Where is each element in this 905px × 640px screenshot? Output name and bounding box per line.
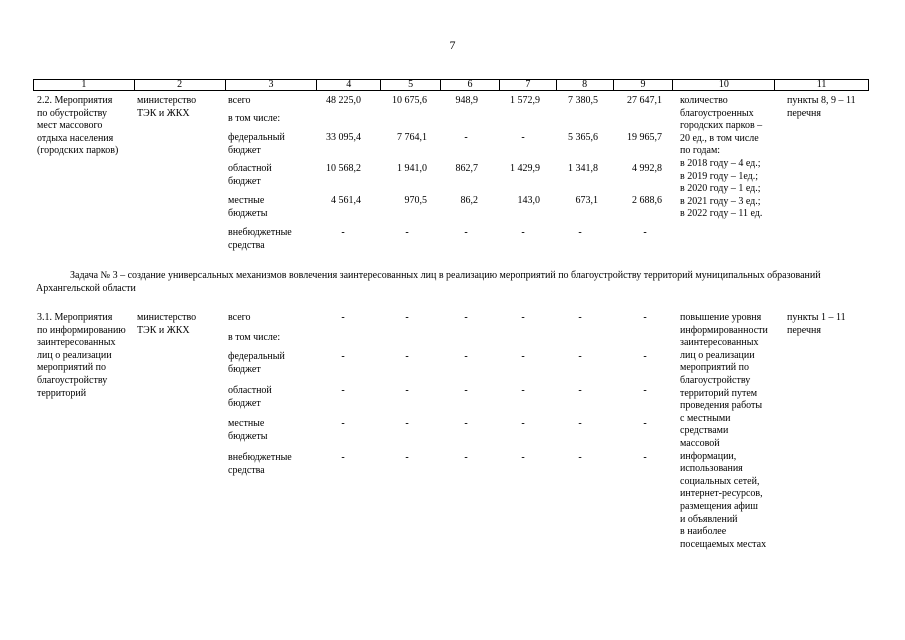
column-header: 3	[225, 80, 317, 90]
funding-value: -	[464, 452, 468, 463]
expected-result: в 2021 году – 3 ед.;	[680, 195, 761, 207]
event-name: 2.2. Мероприятия	[37, 95, 113, 106]
funding-value: 33 095,4	[326, 132, 361, 143]
expected-result: в 2020 году – 1 ед.;	[680, 183, 761, 195]
event-name: территорий	[37, 387, 87, 399]
expected-result: благоустроенных	[680, 107, 754, 119]
event-name: благоустройству	[37, 375, 108, 386]
expected-result: в 2019 году – 1ед.;	[680, 170, 759, 182]
funding-source-label: бюджет	[228, 144, 261, 156]
funding-source-label: бюджет	[228, 363, 261, 375]
column-header: 7	[499, 80, 556, 90]
funding-value: 4 561,4	[331, 195, 361, 206]
funding-value: -	[521, 351, 525, 362]
funding-value: 48 225,0	[326, 95, 361, 106]
funding-value: -	[464, 132, 468, 143]
expected-result: повышение уровня	[680, 312, 762, 323]
expected-result: количество	[680, 95, 728, 106]
expected-result: городских парков –	[680, 120, 763, 132]
funding-value: 862,7	[455, 163, 478, 174]
list-items: перечня	[787, 107, 821, 119]
column-header: 4	[316, 80, 380, 90]
event-name: отдыха населения	[37, 132, 114, 144]
list-items: пункты 1 – 11	[787, 312, 846, 323]
expected-result: заинтересованных	[680, 337, 759, 349]
funding-value: 10 675,6	[392, 95, 427, 106]
expected-result: 20 ед., в том числе	[680, 132, 759, 144]
funding-value: 970,5	[404, 195, 427, 206]
list-items: пункты 8, 9 – 11	[787, 95, 856, 106]
funding-value: -	[341, 418, 345, 429]
funding-value: -	[341, 452, 345, 463]
funding-source-label: всего	[228, 312, 251, 323]
task-heading: Задача № 3 – создание универсальных механизмов вовлечения заинтересованных лиц в реализацию мероприятий по благоустройству территорий муниципальных образований Архангельской области	[36, 270, 821, 294]
funding-value: -	[643, 418, 647, 429]
funding-value: -	[578, 418, 582, 429]
executor-name: министерство	[137, 312, 197, 323]
funding-value: 143,0	[517, 195, 540, 206]
funding-value: -	[643, 312, 647, 323]
expected-result: информированности	[680, 324, 768, 336]
funding-value: -	[578, 385, 582, 396]
funding-value: -	[578, 351, 582, 362]
funding-value: 1 341,8	[568, 163, 598, 174]
funding-source-label: в том числе:	[228, 113, 281, 124]
funding-value: -	[341, 312, 345, 323]
expected-result: массовой	[680, 438, 720, 449]
funding-value: 948,9	[455, 95, 478, 106]
funding-value: -	[341, 227, 345, 238]
funding-source-label: средства	[228, 239, 265, 251]
column-header: 11	[774, 80, 868, 90]
funding-value: -	[405, 452, 409, 463]
expected-result: в 2018 году – 4 ед.;	[680, 158, 761, 169]
funding-source-label: федеральный	[228, 351, 285, 362]
expected-result: по годам:	[680, 145, 721, 157]
executor-name: ТЭК и ЖКХ	[137, 324, 190, 336]
funding-value: 19 965,7	[627, 132, 662, 143]
table-header-row	[33, 79, 869, 91]
executor-name: ТЭК и ЖКХ	[137, 107, 190, 119]
funding-value: -	[521, 227, 525, 238]
executor-name: министерство	[137, 95, 197, 106]
funding-value: -	[405, 418, 409, 429]
funding-value: -	[464, 385, 468, 396]
funding-value: -	[405, 312, 409, 323]
list-items: перечня	[787, 324, 821, 336]
funding-value: -	[405, 385, 409, 396]
funding-value: 2 688,6	[632, 195, 662, 206]
funding-value: -	[521, 132, 525, 143]
expected-result: в наиболее	[680, 526, 727, 538]
funding-source-label: областной	[228, 163, 272, 174]
event-name: (городских парков)	[37, 145, 119, 157]
page-number: 7	[449, 38, 456, 52]
expected-result: благоустройству	[680, 375, 751, 386]
expected-result: средствами	[680, 425, 729, 437]
funding-value: -	[578, 312, 582, 323]
event-name: заинтересованных	[37, 337, 116, 349]
expected-result: территорий путем	[680, 387, 758, 399]
expected-result: размещения афиш	[680, 501, 758, 512]
event-name: по информированию	[37, 324, 126, 336]
funding-source-label: местные	[228, 418, 265, 429]
funding-value: 1 941,0	[397, 163, 427, 174]
column-header: 8	[556, 80, 613, 90]
funding-value: 4 992,8	[632, 163, 662, 174]
funding-source-label: в том числе:	[228, 332, 281, 343]
funding-value: 1 429,9	[510, 163, 540, 174]
funding-value: 5 365,6	[568, 132, 598, 143]
event-name: лиц о реализации	[37, 349, 112, 361]
funding-value: -	[521, 452, 525, 463]
expected-result: в 2022 году – 11 ед.	[680, 208, 763, 220]
expected-result: мероприятий по	[680, 362, 749, 374]
funding-value: -	[578, 227, 582, 238]
funding-value: 27 647,1	[627, 95, 662, 106]
funding-source-label: внебюджетные	[228, 227, 292, 238]
column-header: 9	[613, 80, 673, 90]
expected-result: интернет-ресурсов,	[680, 488, 763, 500]
event-name: 3.1. Мероприятия	[37, 312, 113, 323]
funding-source-label: федеральный	[228, 132, 285, 143]
expected-result: социальных сетей,	[680, 475, 760, 487]
funding-value: -	[405, 227, 409, 238]
funding-value: -	[643, 227, 647, 238]
expected-result: проведения работы	[680, 400, 763, 412]
funding-value: -	[643, 351, 647, 362]
funding-value: 7 380,5	[568, 95, 598, 106]
expected-result: использования	[680, 463, 743, 475]
funding-value: -	[464, 351, 468, 362]
event-name: по обустройству	[37, 107, 108, 119]
funding-source-label: бюджеты	[228, 207, 268, 219]
funding-value: -	[405, 351, 409, 362]
funding-source-label: внебюджетные	[228, 452, 292, 463]
funding-value: 10 568,2	[326, 163, 361, 174]
expected-result: лиц о реализации	[680, 349, 755, 361]
funding-value: -	[578, 452, 582, 463]
funding-value: -	[521, 312, 525, 323]
funding-value: -	[464, 227, 468, 238]
expected-result: посещаемых местах	[680, 538, 767, 550]
funding-source-label: бюджеты	[228, 430, 268, 442]
expected-result: информации,	[680, 450, 737, 462]
funding-value: 673,1	[575, 195, 598, 206]
funding-value: -	[521, 385, 525, 396]
funding-value: -	[521, 418, 525, 429]
column-header: 10	[672, 80, 774, 90]
column-header: 6	[440, 80, 499, 90]
funding-value: -	[341, 351, 345, 362]
funding-source-label: местные	[228, 195, 265, 206]
event-name: мест массового	[37, 120, 103, 132]
expected-result: с местными	[680, 412, 731, 424]
funding-value: -	[643, 452, 647, 463]
funding-source-label: всего	[228, 95, 251, 106]
funding-value: -	[464, 312, 468, 323]
column-header: 1	[81, 79, 87, 90]
funding-source-label: областной	[228, 385, 272, 396]
funding-value: -	[643, 385, 647, 396]
funding-source-label: бюджет	[228, 397, 261, 409]
funding-value: 86,2	[460, 195, 478, 206]
funding-source-label: бюджет	[228, 175, 261, 187]
funding-value: -	[464, 418, 468, 429]
funding-value: -	[341, 385, 345, 396]
column-header: 2	[134, 80, 225, 90]
column-header: 5	[380, 80, 440, 90]
funding-value: 7 764,1	[397, 132, 427, 143]
event-name: мероприятий по	[37, 362, 106, 374]
expected-result: и объявлений	[680, 513, 738, 525]
funding-value: 1 572,9	[510, 95, 540, 106]
funding-source-label: средства	[228, 464, 265, 476]
